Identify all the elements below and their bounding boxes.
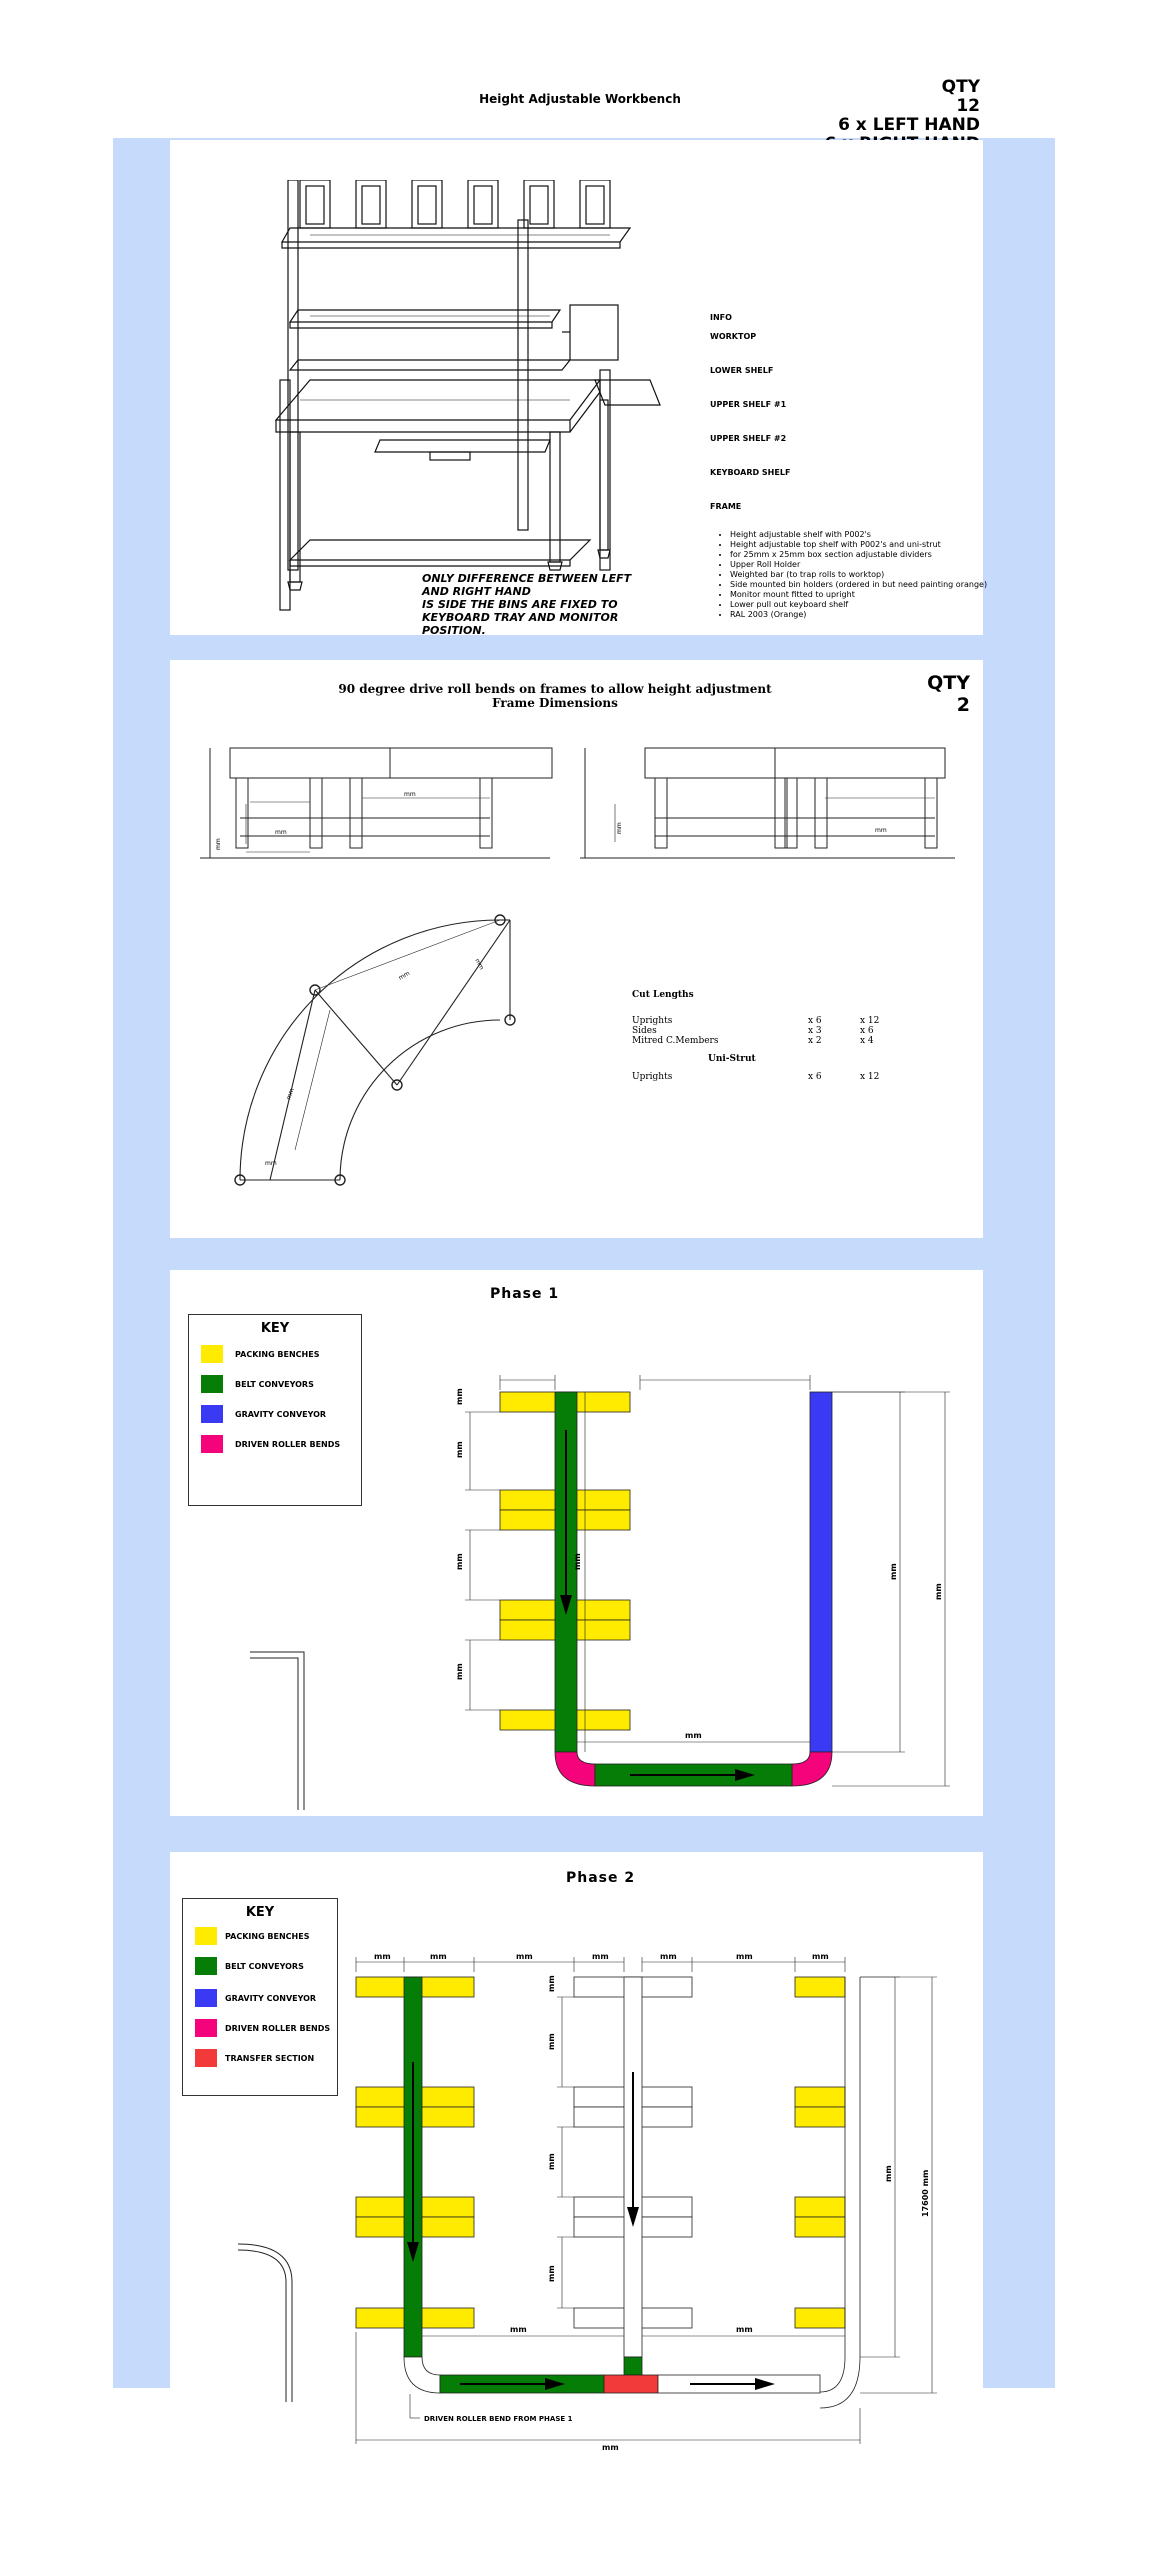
label-frame: FRAME: [710, 502, 742, 511]
driven-roller-bend: [555, 1752, 595, 1786]
transfer-section: [604, 2375, 658, 2393]
gravity-conveyor: [810, 1392, 832, 1752]
driven-roller-bend: [792, 1752, 832, 1786]
spec-item: • Lower pull out keyboard shelf: [730, 600, 1000, 610]
unistrut-title: Uni-Strut: [708, 1054, 756, 1064]
dim-label: mm: [685, 1731, 702, 1740]
left-hand-count: 6 x LEFT HAND: [838, 115, 980, 135]
cut-row: [632, 1036, 892, 1046]
dim-label: mm: [455, 1663, 464, 1680]
dim-label: mm: [455, 1441, 464, 1458]
dim-label: mm: [592, 1952, 609, 1961]
key-swatch-bends: [195, 2019, 217, 2037]
dim-label: mm: [934, 1583, 943, 1600]
phase1-panel: [170, 1270, 983, 1816]
dim-label: mm: [875, 827, 887, 834]
dim-label: mm: [884, 2165, 893, 2182]
cut-row-name: Mitred C.Members: [632, 1036, 719, 1046]
spec-item: • Upper Roll Holder: [730, 560, 1000, 570]
cut-lengths-table: [632, 990, 892, 1082]
roller-bend-qty: [870, 672, 970, 716]
phase2-layout: [340, 1932, 980, 2522]
qty-label: QTY: [941, 77, 980, 97]
key-label: GRAVITY CONVEYOR: [235, 1410, 327, 1419]
key-swatch-transfer: [195, 2049, 217, 2067]
key-swatch-belt: [195, 1957, 217, 1975]
workbench-title: Height Adjustable Workbench: [479, 92, 681, 106]
cut-row: [632, 1016, 892, 1026]
spec-item: • Monitor mount fitted to upright: [730, 590, 1000, 600]
key-label: GRAVITY CONVEYOR: [225, 1994, 317, 2003]
cut-row-a: x 3: [808, 1026, 822, 1036]
cut-row-b: x 12: [860, 1016, 880, 1026]
cut-row-b: x 4: [860, 1036, 874, 1046]
bend-left: [404, 2357, 440, 2393]
key-title: KEY: [245, 1905, 275, 1920]
cut-row-name: Uprights: [632, 1016, 673, 1026]
dim-label: mm: [455, 1553, 464, 1570]
dim-label: mm: [573, 1553, 582, 1570]
dim-label: mm: [602, 2443, 619, 2452]
spec-item: • Weighted bar (to trap rolls to worktop): [730, 570, 1000, 580]
frame-elevation-right: [575, 740, 975, 880]
dim-label: mm: [660, 1952, 677, 1961]
unistrut-row: [632, 1072, 892, 1082]
label-upper-shelf-1: UPPER SHELF #1: [710, 400, 787, 409]
corner-symbol: [238, 2242, 298, 2402]
dim-label: mm: [516, 1952, 533, 1961]
key-label: TRANSFER SECTION: [225, 2054, 315, 2063]
bend-note: DRIVEN ROLLER BEND FROM PHASE 1: [424, 2415, 573, 2423]
dim-label: mm: [547, 1975, 556, 1992]
key-title: KEY: [260, 1321, 290, 1336]
bend-plan-view: [230, 900, 560, 1240]
unistrut-row-a: x 6: [808, 1072, 822, 1082]
dim-label: mm: [430, 1952, 447, 1961]
cut-row-name: Sides: [632, 1026, 657, 1036]
label-worktop: WORKTOP: [710, 332, 757, 341]
dim-label: mm: [397, 969, 412, 982]
key-swatch-belt: [201, 1375, 223, 1393]
dim-label: mm: [889, 1563, 898, 1580]
dim-label: mm: [215, 838, 222, 850]
spec-item: • Side mounted bin holders (ordered in but need painting orange): [730, 580, 1000, 590]
label-keyboard-shelf: KEYBOARD SHELF: [710, 468, 791, 477]
label-lower-shelf: LOWER SHELF: [710, 366, 774, 375]
spec-item: • for 25mm x 25mm box section adjustable dividers: [730, 550, 1000, 560]
dim-label: mm: [265, 1160, 277, 1167]
spec-item: • Height adjustable top shelf with P002's and uni-strut: [730, 540, 1000, 550]
key-label: BELT CONVEYORS: [225, 1962, 304, 1971]
dim-label: mm: [275, 829, 287, 836]
dim-label: mm: [374, 1952, 391, 1961]
workbench-panel: [170, 140, 988, 637]
dim-label: mm: [547, 2265, 556, 2282]
note-line: ONLY DIFFERENCE BETWEEN LEFT: [422, 572, 632, 585]
roller-bend-title: [330, 682, 780, 710]
uprights: [655, 778, 937, 848]
key-swatch-bends: [201, 1435, 223, 1453]
left-right-note: [422, 572, 631, 637]
transfer-green: [624, 2357, 642, 2375]
cut-lengths-title: Cut Lengths: [632, 990, 694, 1000]
spec-list: [702, 530, 1000, 620]
key-label: PACKING BENCHES: [235, 1350, 320, 1359]
dim-label: mm: [473, 957, 486, 972]
roller-bend-title-line2: Frame Dimensions: [492, 696, 618, 710]
qty-value: 2: [956, 694, 970, 716]
dim-label: mm: [404, 791, 416, 798]
cut-row: [632, 1026, 892, 1036]
phase2-key: [182, 1898, 338, 2096]
dim-label: mm: [510, 2325, 527, 2334]
roller-bend-panel: [170, 660, 983, 1238]
note-line: POSITION.: [422, 624, 486, 637]
key-label: PACKING BENCHES: [225, 1932, 310, 1941]
phase1-title: Phase 1: [490, 1286, 560, 1302]
key-swatch-gravity: [201, 1405, 223, 1423]
dim-label: mm: [455, 1388, 464, 1405]
dim-label: mm: [736, 2325, 753, 2334]
dim-label: mm: [285, 1087, 296, 1101]
label-info: INFO: [710, 313, 732, 322]
dim-label: mm: [547, 2033, 556, 2050]
uprights: [236, 778, 492, 848]
key-swatch-gravity: [195, 1989, 217, 2007]
total-dim-label: 17600 mm: [921, 2169, 930, 2217]
phase2-panel: [170, 1852, 983, 2560]
unistrut-row-b: x 12: [860, 1072, 880, 1082]
unistrut-row-name: Uprights: [632, 1072, 673, 1082]
spec-item: • Height adjustable shelf with P002's: [730, 530, 1000, 540]
label-upper-shelf-2: UPPER SHELF #2: [710, 434, 787, 443]
note-line: AND RIGHT HAND: [422, 585, 531, 598]
qty-value: 12: [956, 96, 980, 116]
frame-elevation-left: [190, 740, 580, 880]
corner-symbol: [250, 1650, 310, 1810]
key-label: DRIVEN ROLLER BENDS: [235, 1440, 341, 1449]
phase1-key: [188, 1314, 362, 1506]
dim-label: mm: [812, 1952, 829, 1961]
note-line: KEYBOARD TRAY AND MONITOR: [422, 611, 619, 624]
dim-label: mm: [547, 2153, 556, 2170]
dim-label: mm: [616, 822, 623, 834]
key-label: DRIVEN ROLLER BENDS: [225, 2024, 331, 2033]
packing-benches-right: [795, 1977, 845, 2328]
phase2-title: Phase 2: [566, 1870, 636, 1886]
key-swatch-packing: [195, 1927, 217, 1945]
note-line: IS SIDE THE BINS ARE FIXED TO: [422, 598, 618, 611]
key-swatch-packing: [201, 1345, 223, 1363]
cut-row-a: x 6: [808, 1016, 822, 1026]
roller-bend-title-line1: 90 degree drive roll bends on frames to allow height adjustment: [338, 682, 772, 696]
key-label: BELT CONVEYORS: [235, 1380, 314, 1389]
dim-label: mm: [736, 1952, 753, 1961]
bin-holders: [300, 180, 610, 228]
spec-item: • RAL 2003 (Orange): [730, 610, 1000, 620]
qty-label: QTY: [927, 672, 970, 694]
phase1-layout: [400, 1330, 960, 1810]
cut-row-b: x 6: [860, 1026, 874, 1036]
cut-row-a: x 2: [808, 1036, 822, 1046]
